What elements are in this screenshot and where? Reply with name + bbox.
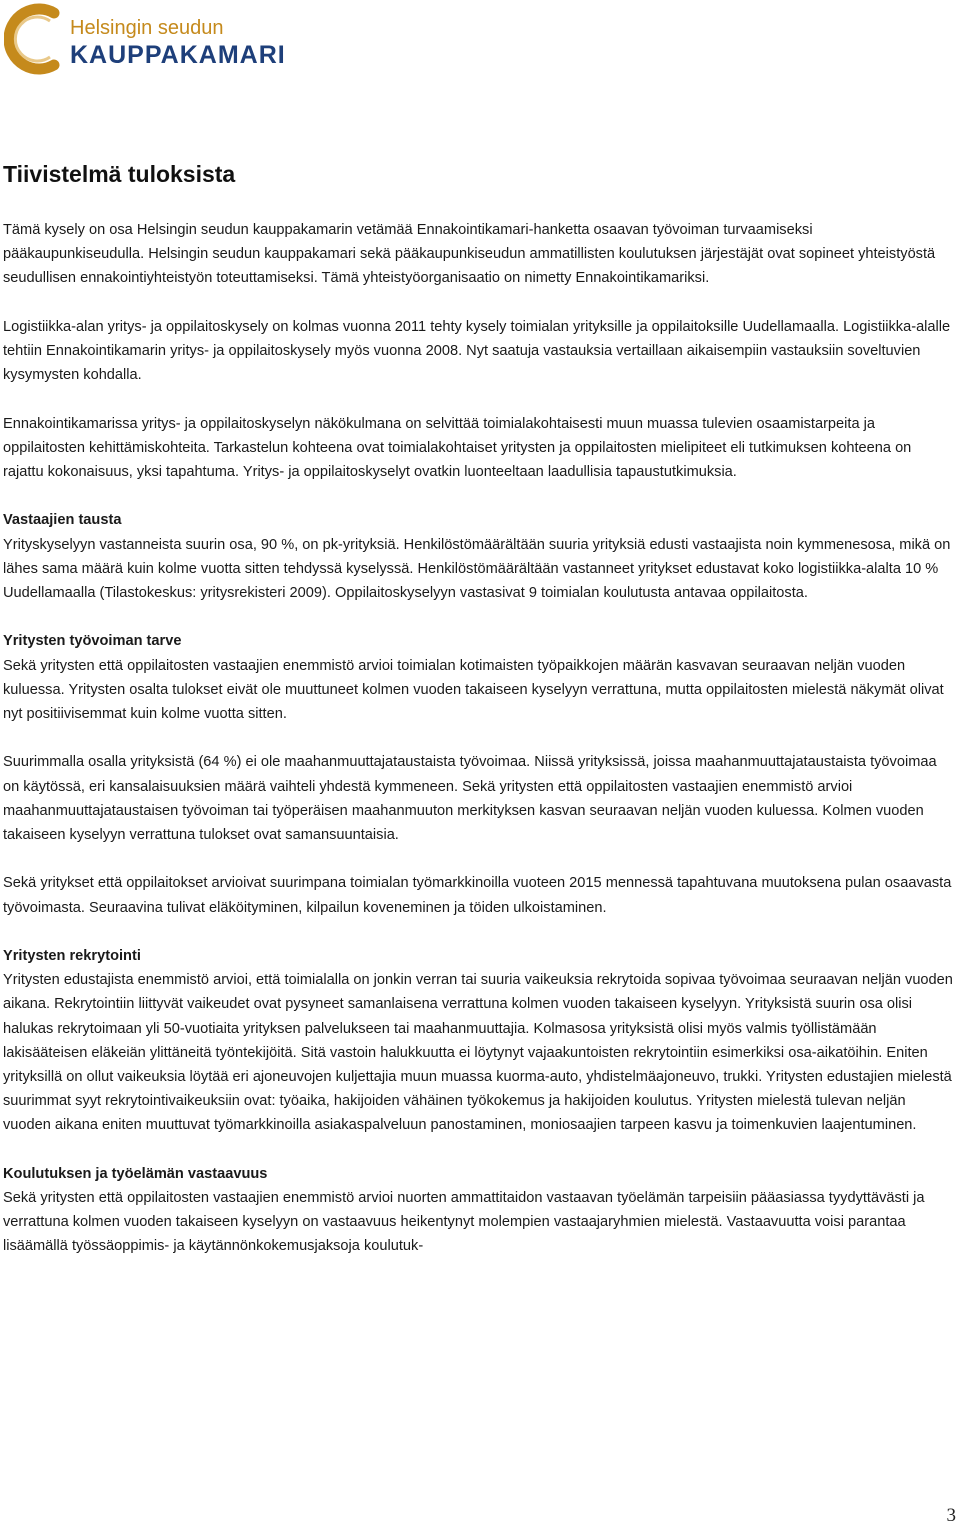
section-heading-rekrytointi: Yritysten rekrytointi xyxy=(3,947,141,964)
section-heading-vastaajien-tausta: Vastaajien tausta xyxy=(3,512,122,529)
section-heading-koulutus-vastaavuus: Koulutuksen ja työelämän vastaavuus xyxy=(3,1165,268,1182)
survey-paragraph: Logistiikka-alan yritys- ja oppilaitoskysely on kolmas vuonna 2011 tehty kysely toimialan yrityksille ja oppilaitoksille Uudellamaalla. Logistiikka-alalle tehtiin Ennakointikamarin yritys- ja oppilaitoskysely myös vuonna 2008. Nyt saatuja vastauksia vertaillaan aikaisempiin vastauksiin soveltuvien kysymysten kohdalla. xyxy=(3,318,951,384)
section-text-tyovoiman-tarve-2: Suurimmalla osalla yrityksistä (64 %) ei ole maahanmuuttajataustaista työvoimaa. Niissä yrityksissä, joissa maahanmuuttajataustaista työvoimaa on käytössä, eri kansalaisuuksien määrä vaihteli yhdestä kymmeneen. Sekä yritysten että oppilaitosten vastaajien enemmistö arvioi maahanmuuttajataustaisen työvoiman tai työperäisen maahanmuuton merkityksen kasvan seuraavan neljän vuoden kuluessa. Kolmen vuoden takaiseen kyselyyn verrattuna tulokset ovat samansuuntaisia. xyxy=(3,754,937,843)
page-title: Tiivistelmä tuloksista xyxy=(3,161,236,187)
section-text-koulutus-vastaavuus: Sekä yritysten että oppilaitosten vastaajien enemmistö arvioi nuorten ammattitaidon vastaavan työelämän tarpeisiin pääasiassa tyydyttävästi ja verrattuna kolmen vuoden takaiseen kyselyyn on vastaavuus heikentynyt molempien vastaajaryhmien mielestä. Vastaavuutta voisi parantaa lisäämällä työssäoppimis- ja käytännönkokemusjaksoja koulutuk- xyxy=(3,1190,925,1255)
intro-paragraph: Tämä kysely on osa Helsingin seudun kauppakamarin vetämää Ennakointikamari-hanketta osaavan työvoiman turvaamiseksi pääkaupunkiseudulla. Helsingin seudun kauppakamari sekä pääkaupunkiseudun ammatillisten koulutuksen järjestäjät ovat sopineet yhteistyöstä seudullisen ennakointiyhteistyön toteuttamiseksi. Tämä yhteistyöorganisaatio on nimetty Ennakointikamariksi. xyxy=(3,222,936,287)
document-body xyxy=(3,218,953,1259)
section-text-tyovoiman-tarve-1: Sekä yritysten että oppilaitosten vastaajien enemmistö arvioi toimialan kotimaisten työpaikkojen määrän kasvavan seuraavan neljän vuoden kuluessa. Yritysten osalta tulokset eivät ole muuttuneet kolmen vuoden takaiseen kyselyyn verrattuna, mutta oppilaitosten mielestä näkymät olivat nyt positiivisemmat kuin kolme vuotta sitten. xyxy=(3,657,944,722)
section-text-vastaajien-tausta: Yrityskyselyyn vastanneista suurin osa, 90 %, on pk-yrityksiä. Henkilöstömäärältään suuria yrityksiä edusti vastaajista noin kymmenesosa, mikä on lähes sama määrä kuin kolme vuotta sitten tehdyssä kyselyssä. Henkilöstömäärältään vastanneet yritykset edustavat koko logistiikka-alalta 10 % Uudellamaalla (Tilastokeskus: yritysrekisteri 2009). Oppilaitoskyselyyn vastasivat 9 toimialan koulutusta antavaa oppilaitosta. xyxy=(3,536,951,601)
section-text-rekrytointi: Yritysten edustajista enemmistö arvioi, että toimialalla on jonkin verran tai suuria vaikeuksia rekrytoida sopivaa työvoimaa seuraavan neljän vuoden aikana. Rekrytointiin liittyvät vaikeudet ovat pysyneet samanlaisena verrattuna kolmen vuoden takaiseen kyselyyn. Yrityksistä suurin osa olisi halukas rekrytoimaan yli 50-vuotiaita yrityksen palvelukseen tai maahanmuuttajia. Kolmasosa yrityksistä olisi myös valmis työllistämään lakisääteisen eläkeiän ylittäneitä työntekijöitä. Sitä vastoin halukkuutta ei löytynyt vajaakuntoisten rekrytointiin esimerkiksi osa-aikatöihin. Eniten yrityksillä on ollut vaikeuksia löytää eri ajoneuvojen kuljettajia muun muassa kuorma-auto, yhdistelmäajoneuvo, trukki. Yritysten edustajien mielestä suurimmat syyt rekrytointivaikeuksiin ovat: työaika, hakijoiden vähäinen työkokemus ja hakijoiden koulutus. Yritysten mielestä tulevan neljän vuoden aikana eniten muuttuvat työmarkkinoilla asiakaspalveluun panostaminen, moniosaajien tarpeen kasvu ja toimenkuvien laajentuminen. xyxy=(3,972,953,1134)
kauppakamari-logo xyxy=(4,3,284,75)
section-text-tyovoiman-tarve-3: Sekä yritykset että oppilaitokset arvioivat suurimpana toimialan työmarkkinoilla vuoteen 2015 mennessä tapahtuvana muutoksena pulan osaavasta työvoimasta. Seuraavina tulivat eläköityminen, kilpailun koveneminen ja töiden ulkoistaminen. xyxy=(3,875,952,916)
method-paragraph: Ennakointikamarissa yritys- ja oppilaitoskyselyn näkökulmana on selvittää toimialakohtaisesti muun muassa tulevien osaamistarpeita ja oppilaitosten kehittämiskohteita. Tarkastelun kohteena ovat toimialakohtaiset yritysten ja oppilaitosten mielipiteet eli tutkimuksen kohteena on rajattu kokonaisuus, yksi tapahtuma. Yritys- ja oppilaitoskyselyt ovatkin luonteeltaan laadullisia tapaustutkimuksia. xyxy=(3,415,912,480)
logo-text-helsingin-seudun: Helsingin seudun xyxy=(70,17,224,39)
section-heading-tyovoiman-tarve: Yritysten työvoiman tarve xyxy=(3,633,182,650)
logo-c-mark-icon xyxy=(4,3,68,75)
logo-text-kauppakamari: KAUPPAKAMARI xyxy=(70,41,286,69)
page-number: 3 xyxy=(946,1505,956,1526)
